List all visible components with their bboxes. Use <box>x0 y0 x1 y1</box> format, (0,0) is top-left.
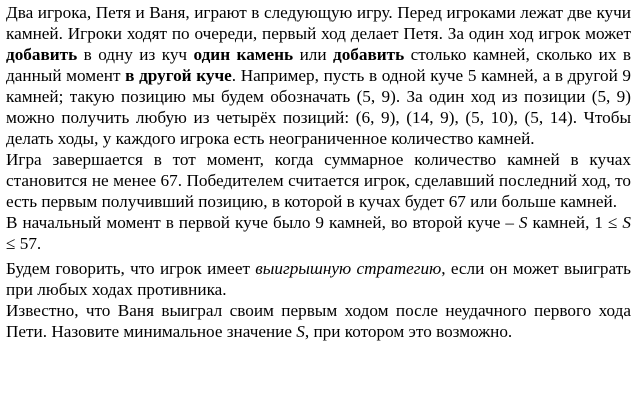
bold-add-2: добавить <box>333 45 405 64</box>
strategy-definition-paragraph <box>6 258 631 300</box>
strategy-text-1: Будем говорить, что игрок имеет <box>6 259 256 278</box>
initial-text-1: В начальный момент в первой куче было 9 камней, во второй куче – <box>6 213 519 232</box>
end-condition-paragraph: Игра завершается в тот момент, когда суммарное количество камней в кучах становится не менее 67. Победителем считается игрок, сделавший последний ход, то есть первым получивший позицию, в которой в кучах будет 67 или больше камней. <box>6 150 631 211</box>
variable-s: S <box>622 213 631 232</box>
bold-one-stone: один камень <box>193 45 294 64</box>
variable-s: S <box>296 322 305 341</box>
italic-winning-strategy: выигрышную стратегию <box>255 259 442 278</box>
rules-text-1: Два игрока, Петя и Ваня, играют в следующую игру. Перед игроками лежат две кучи камней. Игроки ходят по очереди, первый ход делает Петя. За один ход игрок может <box>6 3 631 43</box>
rules-paragraph <box>6 2 631 149</box>
strategy-text-2: , если он может выиграть при любых ходах противника. <box>6 259 631 299</box>
question-text-2: , при котором это возможно. <box>304 322 513 341</box>
question-text-1: Известно, что Ваня выиграл своим первым ходом после неудачного первого хода Пети. Назовите минимальное значение <box>6 301 631 341</box>
rules-text-5: . Например, пусть в одной куче 5 камней, а в другой 9 камней; такую позицию мы будем обозначать (5, 9). За один ход из позиции (5, 9) можно получить любую из четырёх позиций: (6, 9), (14, 9), (5, 10), (5, 14). Чтобы делать ходы, у каждого игрока есть неограниченное количество камней. <box>6 66 631 148</box>
rules-text-3: или <box>293 45 333 64</box>
bold-other-pile: в другой куче <box>125 66 232 85</box>
question-paragraph <box>6 300 631 342</box>
bold-add-1: добавить <box>6 45 78 64</box>
rules-text-4: столько камней, сколько их в данный момент <box>6 45 631 85</box>
rules-text-2: в одну из куч <box>77 45 194 64</box>
initial-text-2: камней, 1 ≤ <box>527 213 623 232</box>
initial-text-3: ≤ 57. <box>6 234 42 253</box>
variable-s: S <box>518 213 528 232</box>
initial-state-paragraph <box>6 212 631 254</box>
